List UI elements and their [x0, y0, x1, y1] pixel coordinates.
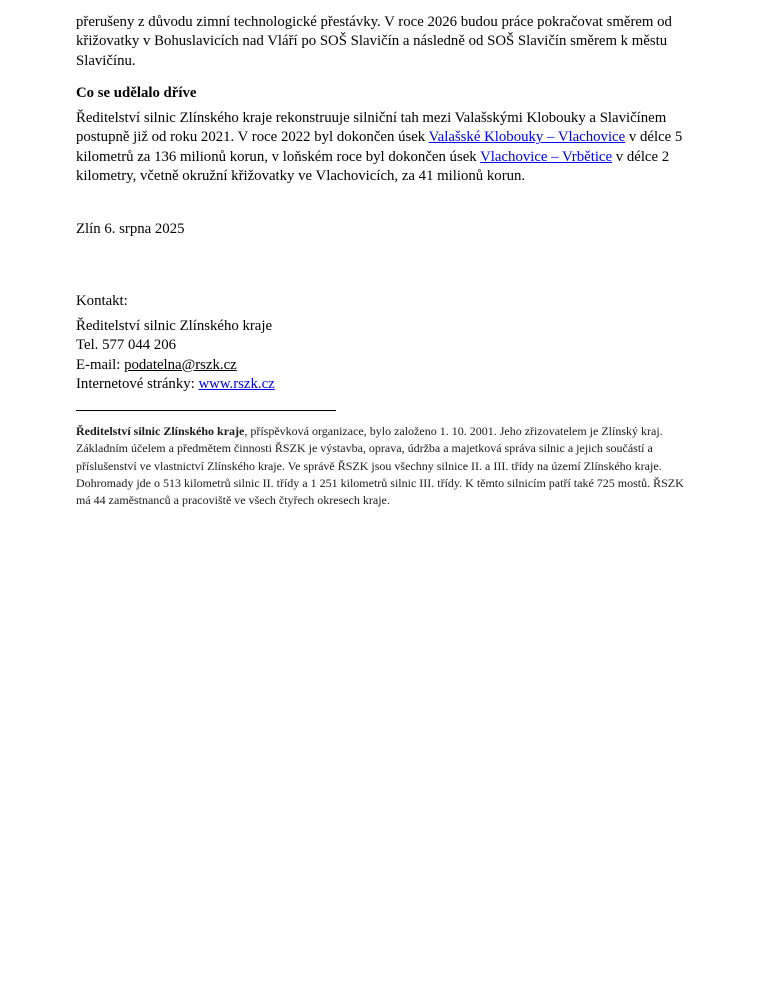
paragraph-history-run1: Ředitelství silnic Zlínského kraje rekonstruuje silniční tah mezi Valašskými Klobouky a Slavičínem postupně již od roku 2021. V roce 2022 byl dokončen úsek	[76, 110, 667, 146]
contact-email-label: E-mail:	[76, 356, 125, 373]
dateline: Zlín 6. srpna 2025	[76, 221, 185, 238]
contact-web-line	[76, 375, 701, 394]
footer-boilerplate-rest: , příspěvková organizace, bylo založeno 1. 10. 2001. Jeho zřizovatelem je Zlínský kraj. Základním účelem a předmětem činnosti ŘSZK je výstavba, oprava, údržba a majetková správa silnic a jejich součástí a příslušenství ve vlastnictví Zlínského kraje. Ve správě ŘSZK jsou všechny silnice II. a III. třídy na území Zlínského kraje. Dohromady jde o 513 kilometrů silnic II. třídy a 1 251 kilometrů silnic III. třídy. K těmto silnicím patří také 725 mostů. ŘSZK má 44 zaměstnanců a pracoviště ve všech čtyřech okresech kraje.	[76, 424, 684, 507]
paragraph-history-run3: v délce 2 kilometry, včetně okružní křižovatky ve Vlachovicích, za 41 milionů korun.	[76, 148, 670, 185]
contact-web-label: Internetové stránky:	[76, 375, 199, 392]
paragraph-history-run2: v délce 5 kilometrů za 136 milionů korun, v loňském roce byl dokončen úsek	[76, 129, 683, 165]
contact-email-line	[76, 356, 701, 375]
contact-organization: Ředitelství silnic Zlínského kraje	[76, 317, 273, 334]
link-email-podatelna[interactable]: podatelna@rszk.cz	[124, 356, 237, 373]
footer-divider	[76, 410, 336, 411]
footer-boilerplate	[76, 423, 701, 509]
contact-block	[76, 317, 701, 394]
contact-phone: Tel. 577 044 206	[76, 337, 177, 354]
link-valasske-klobouky-vlachovice[interactable]: Valašské Klobouky – Vlachovice	[428, 129, 626, 146]
footer-boilerplate-bold-lead: Ředitelství silnic Zlínského kraje	[76, 424, 245, 439]
paragraph-continuation: přerušeny z důvodu zimní technologické přestávky. V roce 2026 budou práce pokračovat směrem od křižovatky v Bohuslavicích nad Vláří po SOŠ Slavičín a následně od SOŠ Slavičín směrem k městu Slavičínu.	[76, 14, 672, 69]
contact-label: Kontakt:	[76, 292, 128, 309]
section-heading: Co se udělalo dříve	[76, 84, 197, 101]
paragraph-history	[76, 109, 701, 186]
link-website-rszk[interactable]: www.rszk.cz	[198, 375, 275, 392]
link-vlachovice-vrbetice[interactable]: Vlachovice – Vrbětice	[480, 148, 613, 165]
